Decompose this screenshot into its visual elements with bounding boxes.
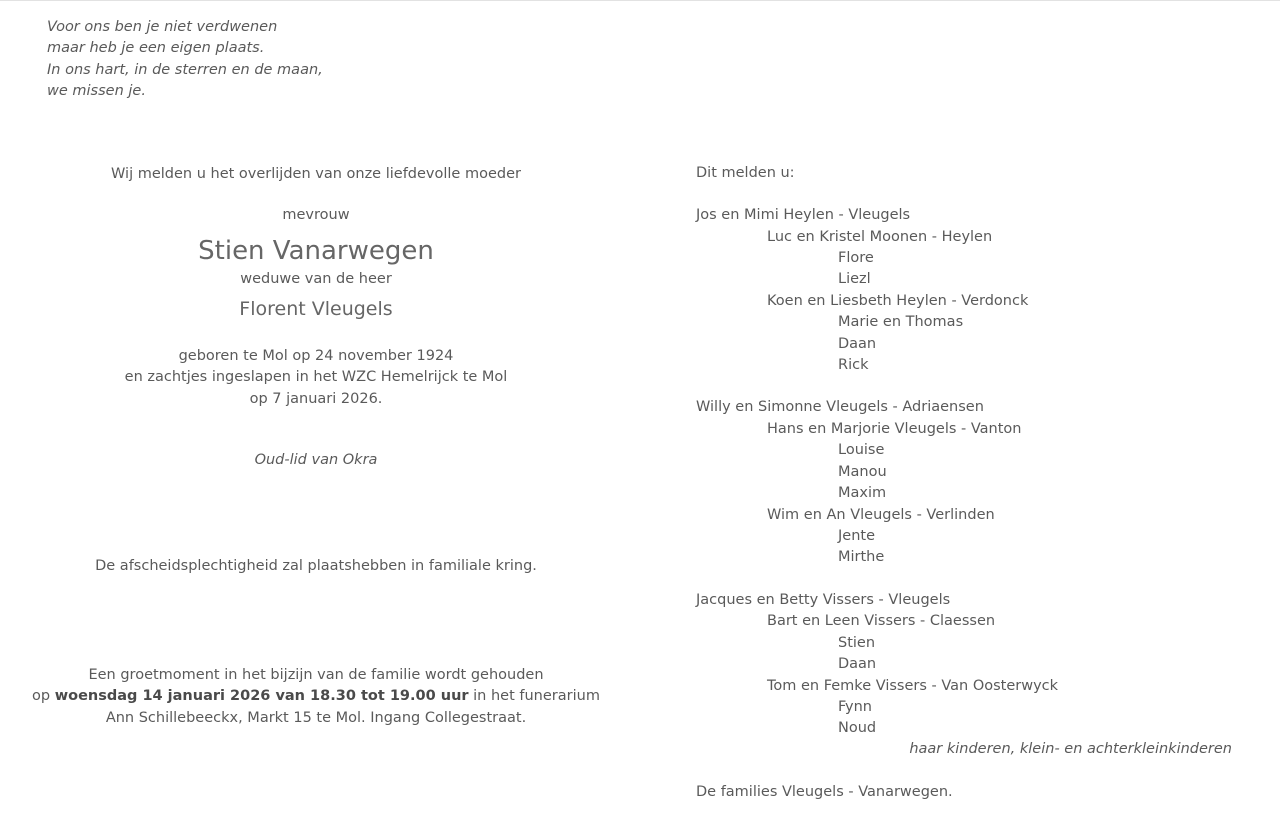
visitation-line: Een groetmoment in het bijzijn van de familie wordt gehouden — [88, 667, 544, 683]
poem — [47, 17, 323, 102]
top-divider — [0, 0, 1280, 1]
family-member: Manou — [838, 464, 887, 480]
family-member: Daan — [838, 656, 877, 672]
visitation-notice — [0, 665, 632, 729]
family-member: Fynn — [838, 699, 872, 715]
family-member: Bart en Leen Vissers - Claessen — [767, 613, 996, 629]
family-member: Tom en Femke Vissers - Van Oosterwyck — [767, 678, 1059, 694]
deceased-name: Stien Vanarwegen — [198, 236, 434, 266]
ceremony-notice: De afscheidsplechtigheid zal plaatshebben in familiale kring. — [95, 558, 537, 574]
family-member: Flore — [838, 250, 874, 266]
family-member: Jente — [838, 528, 875, 544]
family-member: Marie en Thomas — [838, 314, 964, 330]
visitation-line: op woensdag 14 januari 2026 van 18.30 tot 19.00 uur in het funerarium — [32, 688, 600, 705]
family-header: Dit melden u: — [696, 165, 795, 181]
poem-line: maar heb je een eigen plaats. — [47, 40, 265, 57]
widow-of: weduwe van de heer — [240, 271, 392, 287]
family-member: Rick — [838, 357, 869, 373]
membership: Oud-lid van Okra — [254, 452, 378, 468]
poem-line: In ons hart, in de sterren en de maan, — [47, 61, 323, 78]
poem-line: Voor ons ben je niet verdwenen — [47, 19, 278, 35]
life-details — [0, 346, 632, 410]
family-member: Luc en Kristel Moonen - Heylen — [767, 229, 993, 245]
family-member: Jos en Mimi Heylen - Vleugels — [696, 207, 911, 223]
family-member: Wim en An Vleugels - Verlinden — [767, 507, 995, 523]
family-member: Willy en Simonne Vleugels - Adriaensen — [696, 399, 984, 415]
families-signature: De families Vleugels - Vanarwegen. — [696, 784, 953, 800]
passing-line: en zachtjes ingeslapen in het WZC Hemelrijck te Mol — [124, 369, 508, 386]
family-member: Louise — [838, 442, 885, 458]
family-member: Koen en Liesbeth Heylen - Verdonck — [767, 293, 1029, 309]
family-closing: haar kinderen, klein- en achterkleinkinderen — [909, 741, 1232, 757]
family-member: Mirthe — [838, 549, 885, 565]
visitation-datetime: woensdag 14 januari 2026 van 18.30 tot 19.00 uur — [54, 688, 469, 705]
poem-line: we missen je. — [47, 82, 146, 99]
visitation-address: Ann Schillebeeckx, Markt 15 te Mol. Ingang Collegestraat. — [105, 709, 527, 726]
family-member: Maxim — [838, 485, 887, 501]
spouse-name: Florent Vleugels — [239, 298, 393, 320]
family-member: Noud — [838, 720, 877, 736]
family-member: Hans en Marjorie Vleugels - Vanton — [767, 421, 1022, 437]
announcement-intro: Wij melden u het overlijden van onze liefdevolle moeder — [111, 166, 521, 182]
date-line: op 7 januari 2026. — [249, 390, 383, 407]
family-member: Stien — [838, 635, 876, 651]
family-member: Liezl — [838, 271, 871, 287]
announcement-title: mevrouw — [282, 207, 350, 223]
family-member: Daan — [838, 336, 877, 352]
birth-line: geboren te Mol op 24 november 1924 — [178, 348, 454, 364]
family-member: Jacques en Betty Vissers - Vleugels — [696, 592, 951, 608]
